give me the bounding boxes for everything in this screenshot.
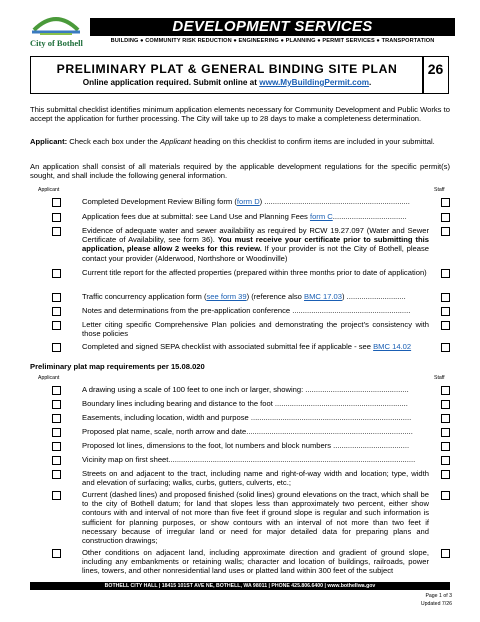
logo-text: City of Bothell [30,38,83,48]
staff-checkbox[interactable] [441,321,450,330]
checklist-item-text: A drawing using a scale of 100 feet to one inch or larger, showing: ................................................. [82,385,409,394]
form-39-link[interactable]: see form 39 [206,292,247,301]
checklist-item-text: Vicinity map on first sheet..................................................................................................................... [82,455,416,464]
checklist-item-text [82,342,429,351]
checklist-item-text [82,197,429,206]
applicant-instructions [30,137,450,146]
staff-checkbox[interactable] [441,307,450,316]
instr-italic: Applicant [160,137,192,146]
item-text: Traffic concurrency application form ( [82,292,207,301]
staff-checkbox[interactable] [441,491,450,500]
item-text: Evidence of adequate water and sewer availability as required by RCW 19.27.097 (Water and Sewer Certificate of Availability, see form 36). [82,226,429,245]
staff-checkbox[interactable] [441,414,450,423]
instr-text-b: heading on this checklist to confirm items are included in your submittal. [191,137,435,146]
department-title: DEVELOPMENT SERVICES [90,18,455,36]
checklist-item-text: Boundary lines including bearing and distance to the foot ............................................................... [82,399,408,408]
applicant-checkbox[interactable] [52,386,61,395]
form-c-link[interactable]: form C [309,212,333,221]
services-list: BUILDING ● COMMUNITY RISK REDUCTION ● ENGINEERING ● PLANNING ● PERMIT SERVICES ● TRANSPORTATION [110,38,435,44]
applicant-checkbox[interactable] [52,269,61,278]
checklist-item-text: Letter citing specific Comprehensive Plan policies and demonstrating the project’s consistency with those policies [82,320,429,339]
subtitle-text: Online application required. Submit online at [82,78,260,87]
item-text: Completed Development Review Billing form ( [82,197,237,206]
checklist-item-text [82,226,429,263]
applicant-checkbox[interactable] [52,442,61,451]
subtitle-period: . [369,78,372,87]
checklist-item-text: Current title report for the affected properties (prepared within three months prior to date of application) [82,268,427,277]
staff-checkbox[interactable] [441,428,450,437]
checklist-item-text [82,292,429,301]
checklist-item-text [82,212,429,221]
staff-checkbox[interactable] [441,456,450,465]
footer-address: BOTHELL CITY HALL | 18415 101ST AVE NE, BOTHELL, WA 98011 | PHONE 425.806.6400 | www.bothellwa.gov [30,582,450,590]
item-text: ................................... [332,212,407,221]
applicant-column-label: Applicant [38,375,60,381]
staff-checkbox[interactable] [441,470,450,479]
section-heading: Preliminary plat map requirements per 15.08.020 [30,362,205,371]
mybuildingpermit-link[interactable]: www.MyBuildingPermit.com [259,78,370,87]
applicant-checkbox[interactable] [52,456,61,465]
item-text: Application fees due at submittal: see Land Use and Planning Fees [82,212,310,221]
staff-checkbox[interactable] [441,386,450,395]
form-subtitle [31,78,423,87]
applicant-checkbox[interactable] [52,321,61,330]
applicant-checkbox[interactable] [52,307,61,316]
staff-checkbox[interactable] [441,442,450,451]
item-text: If your provider is not the City of Bothell, please contact your provider (Alderwood, Northshore or Woodinville) [82,244,429,263]
applicant-checkbox[interactable] [52,213,61,222]
checklist-item-text: Proposed plat name, scale, north arrow and date............................................................................... [82,427,413,436]
checklist-item-text: Proposed lot lines, dimensions to the foot, lot numbers and block numbers .................................... [82,441,410,450]
applicant-checkbox[interactable] [52,198,61,207]
checklist-item-text: Easements, including location, width and purpose ............................................................................ [82,413,412,422]
applicant-label: Applicant: [30,137,68,146]
instr-text-a: Check each box under the [67,137,160,146]
staff-column-label: Staff [434,375,445,381]
applicant-checkbox[interactable] [52,227,61,236]
item-bold-text: You must receive your certificate prior to submitting this application, please allow 2 weeks for this review. [82,235,429,254]
bmc-17-03-link[interactable]: BMC 17.03 [304,292,343,301]
applicant-checkbox[interactable] [52,400,61,409]
applicant-checkbox[interactable] [52,470,61,479]
item-text: ) ............................ [342,292,406,301]
checklist-item-text: Streets on and adjacent to the tract, including name and right-of-way width and location; type, width and elevation of surfacing; walks, curbs, gutters, culverts, etc.; [82,469,429,488]
applicant-checkbox[interactable] [52,549,61,558]
staff-checkbox[interactable] [441,227,450,236]
item-text: ) (reference also [246,292,305,301]
staff-checkbox[interactable] [441,293,450,302]
intro-paragraph: This submittal checklist identifies minimum application elements necessary for Community Development and Public Works to accept the application for further processing. The City will take up to 28 days to make a completeness determination. [30,105,450,124]
applicant-checkbox[interactable] [52,491,61,500]
staff-checkbox[interactable] [441,400,450,409]
form-title-box [30,56,424,94]
applicant-checkbox[interactable] [52,343,61,352]
applicant-checkbox[interactable] [52,293,61,302]
checklist-item-text: Current (dashed lines) and proposed finished (solid lines) ground elevations on the tract, which shall be to the city of Bothell datum; for land that slopes less than approximately two percent, either show contours with and interval of not more than five feet if ground slope is regular and such information is sufficient for planning purposes, or show contours with an interval of not more than two feet if necessary because of irregular land or need for major detailed data for preparing plans and construction drawings; [82,490,429,546]
staff-column-label: Staff [434,187,445,193]
item-text: Completed and signed SEPA checklist with associated submittal fee if applicable - see [82,342,374,351]
form-d-link[interactable]: form D [236,197,260,206]
form-title: PRELIMINARY PLAT & GENERAL BINDING SITE PLAN [56,62,398,76]
staff-checkbox[interactable] [441,213,450,222]
page-number: Page 1 of 3 [425,593,452,599]
item-text: ) ..................................................................... [259,197,410,206]
checklist-item-text: Other conditions on adjacent land, including approximate direction and gradient of ground slope, including any embankments or retaining walls; character and location of buildings, railroads, power lines, towers, and other nonresidential land uses or platted land within 300 feet of the subject [82,548,429,576]
bmc-14-02-link[interactable]: BMC 14.02 [373,342,412,351]
staff-checkbox[interactable] [441,269,450,278]
staff-checkbox[interactable] [441,549,450,558]
requirements-paragraph: An application shall consist of all materials required by the applicable development regulations for the specific permit(s) sought, and shall include the following general information. [30,162,450,181]
staff-checkbox[interactable] [441,343,450,352]
applicant-checkbox[interactable] [52,428,61,437]
checklist-item-text: Notes and determinations from the pre-application conference ........................................................ [82,306,411,315]
bridge-logo-icon [30,8,82,38]
applicant-column-label: Applicant [38,187,60,193]
staff-checkbox[interactable] [441,198,450,207]
updated-date: Updated 7/26 [420,601,452,607]
applicant-checkbox[interactable] [52,414,61,423]
form-number: 26 [422,56,449,94]
